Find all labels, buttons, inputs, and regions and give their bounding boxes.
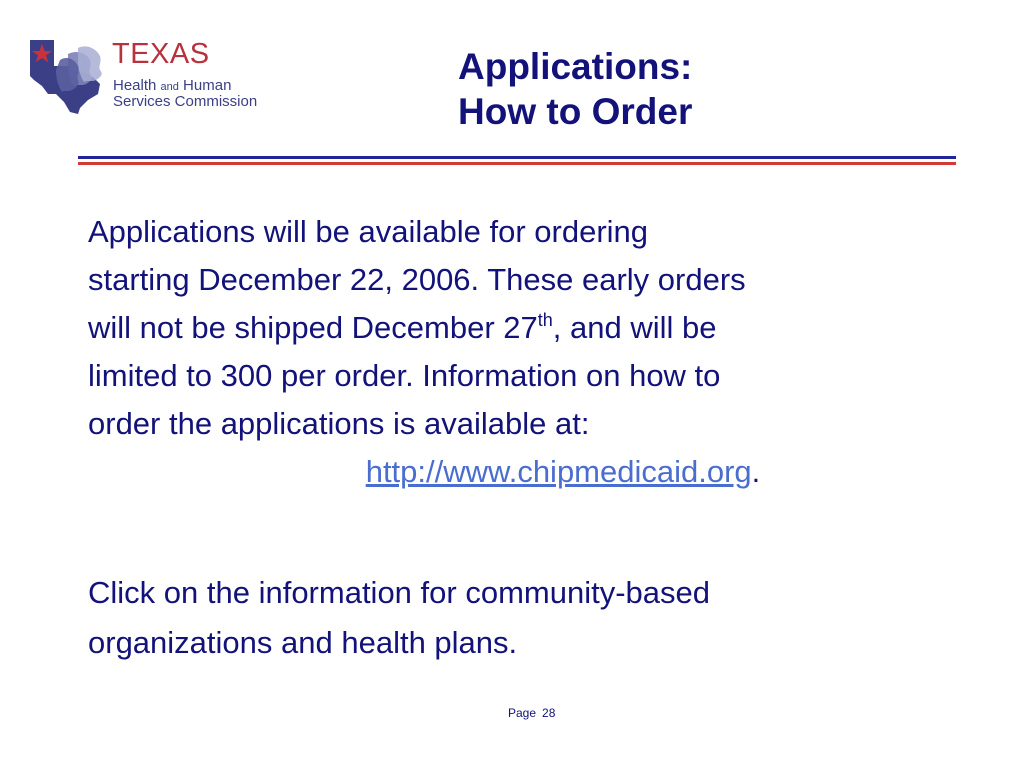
texas-state-logo-icon <box>28 36 108 114</box>
body-line: limited to 300 per order. Information on how to <box>88 358 721 393</box>
link-period: . <box>751 454 761 489</box>
divider-blue-line <box>78 156 956 159</box>
page-label: Page <box>508 706 537 720</box>
body-line: Click on the information for community-based <box>88 575 710 610</box>
ordinal-superscript: th <box>537 310 553 330</box>
divider-red-line <box>78 162 956 165</box>
slide-title <box>458 44 692 134</box>
body-line: starting December 22, 2006. These early orders <box>88 262 746 297</box>
header-divider <box>78 156 956 168</box>
link-line <box>88 448 958 496</box>
logo-subtitle-line2: Services Commission <box>113 93 258 110</box>
chipmedicaid-link[interactable]: http://www.chipmedicaid.org <box>365 454 752 489</box>
hhsc-logo <box>28 36 268 116</box>
slide-title-line2: How to Order <box>458 91 693 132</box>
body-line: Applications will be available for ordering <box>88 214 649 249</box>
second-paragraph <box>88 568 958 668</box>
slide-title-line1: Applications: <box>458 46 693 87</box>
body-line: organizations and health plans. <box>88 625 518 660</box>
logo-wordmark: TEXAS <box>112 38 210 70</box>
logo-subtitle-line1: Health and Human <box>113 77 232 94</box>
body-paragraph <box>88 208 958 496</box>
page-number <box>508 706 555 720</box>
body-line: will not be shipped December 27th, and will be <box>88 310 717 345</box>
page-number-value: 28 <box>542 706 556 720</box>
body-line: order the applications is available at: <box>88 406 590 441</box>
